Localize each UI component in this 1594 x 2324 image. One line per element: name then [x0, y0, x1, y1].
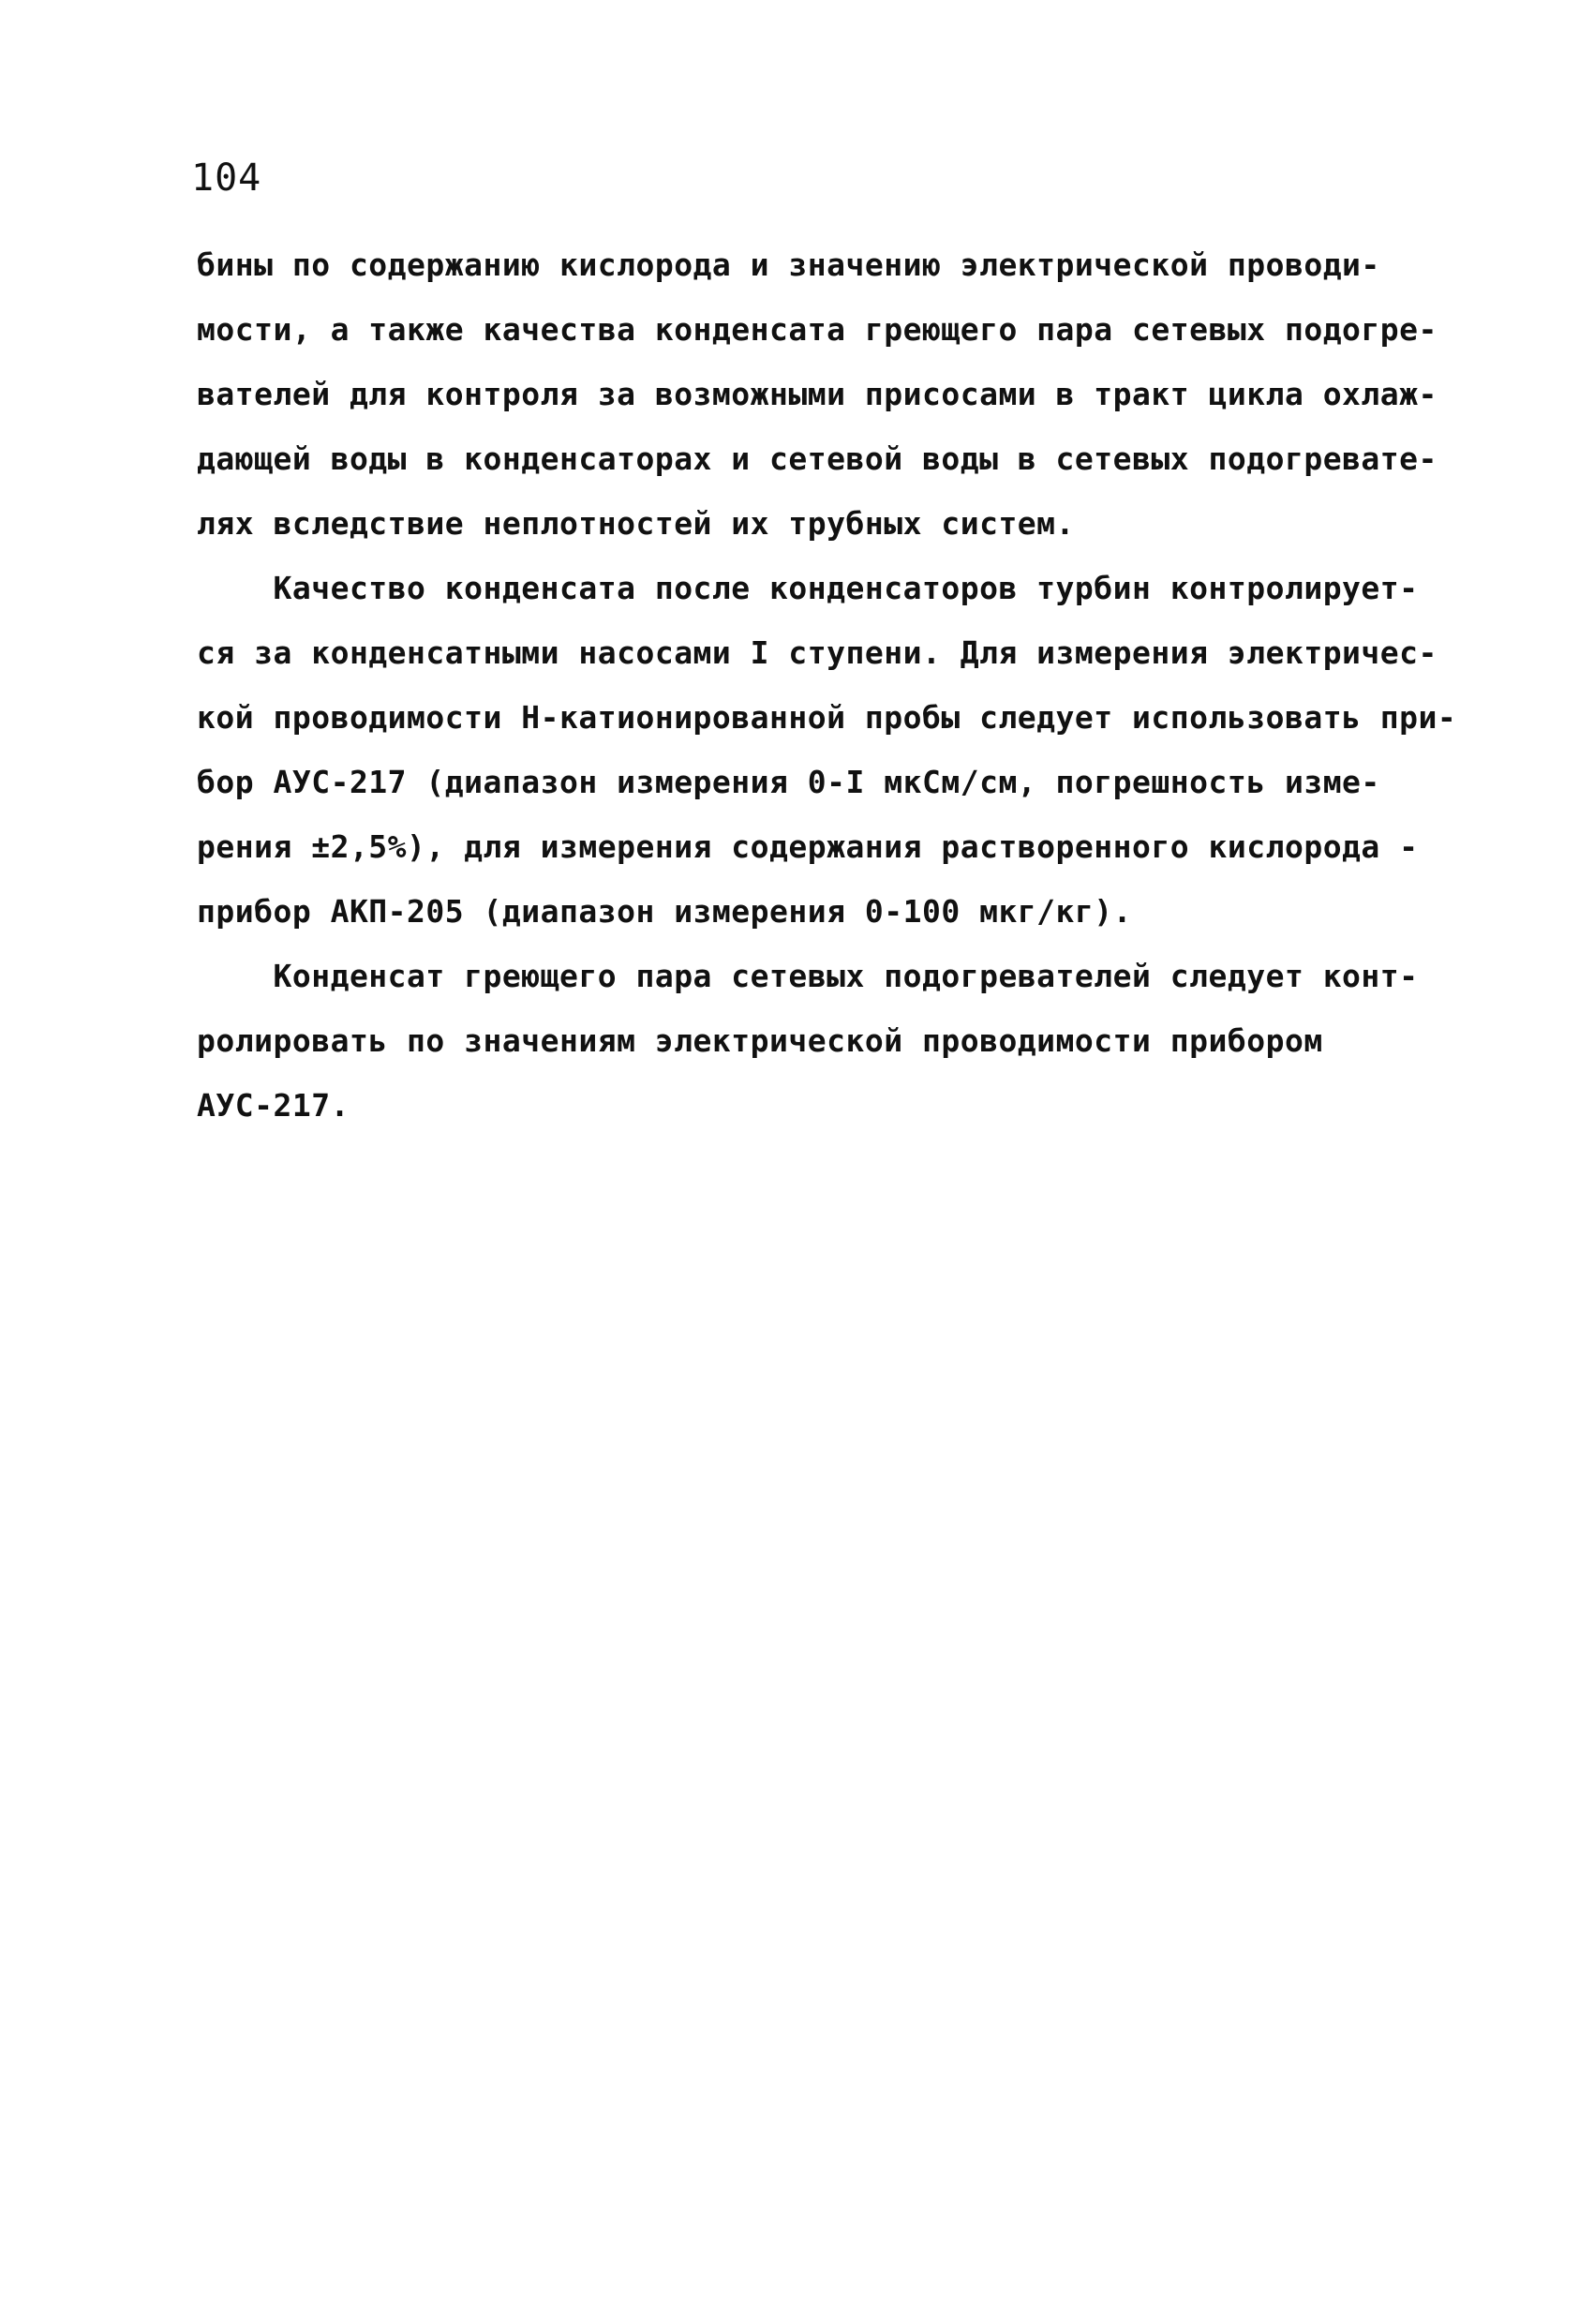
text-line: дающей воды в конденсаторах и сетевой воды в сетевых подогревате- [197, 440, 1438, 477]
text-line: прибор АКП-205 (диапазон измерения 0-100 мкг/кг). [197, 893, 1133, 930]
body-text [197, 232, 1457, 1138]
text-line: кой проводимости Н-катионированной пробы следует использовать при- [197, 699, 1457, 736]
text-line: Качество конденсата после конденсаторов турбин контролирует- [197, 570, 1419, 606]
text-line: ся за конденсатными насосами I ступени. Для измерения электричес- [197, 634, 1438, 671]
text-line: ролировать по значениям электрической проводимости прибором [197, 1022, 1323, 1059]
text-line: АУС-217. [197, 1087, 350, 1124]
text-line: лях вследствие неплотностей их трубных систем. [197, 505, 1075, 542]
text-line: вателей для контроля за возможными присосами в тракт цикла охлаж- [197, 376, 1438, 412]
text-line: мости, а также качества конденсата греющего пара сетевых подогре- [197, 311, 1438, 348]
text-line: бор АУС-217 (диапазон измерения 0-I мкСм/см, погрешность изме- [197, 764, 1380, 800]
text-line: рения ±2,5%), для измерения содержания растворенного кислорода - [197, 828, 1419, 865]
text-line: Конденсат греющего пара сетевых подогревателей следует конт- [197, 958, 1419, 994]
text-line: бины по содержанию кислорода и значению электрической проводи- [197, 246, 1380, 283]
page-number: 104 [191, 156, 262, 200]
